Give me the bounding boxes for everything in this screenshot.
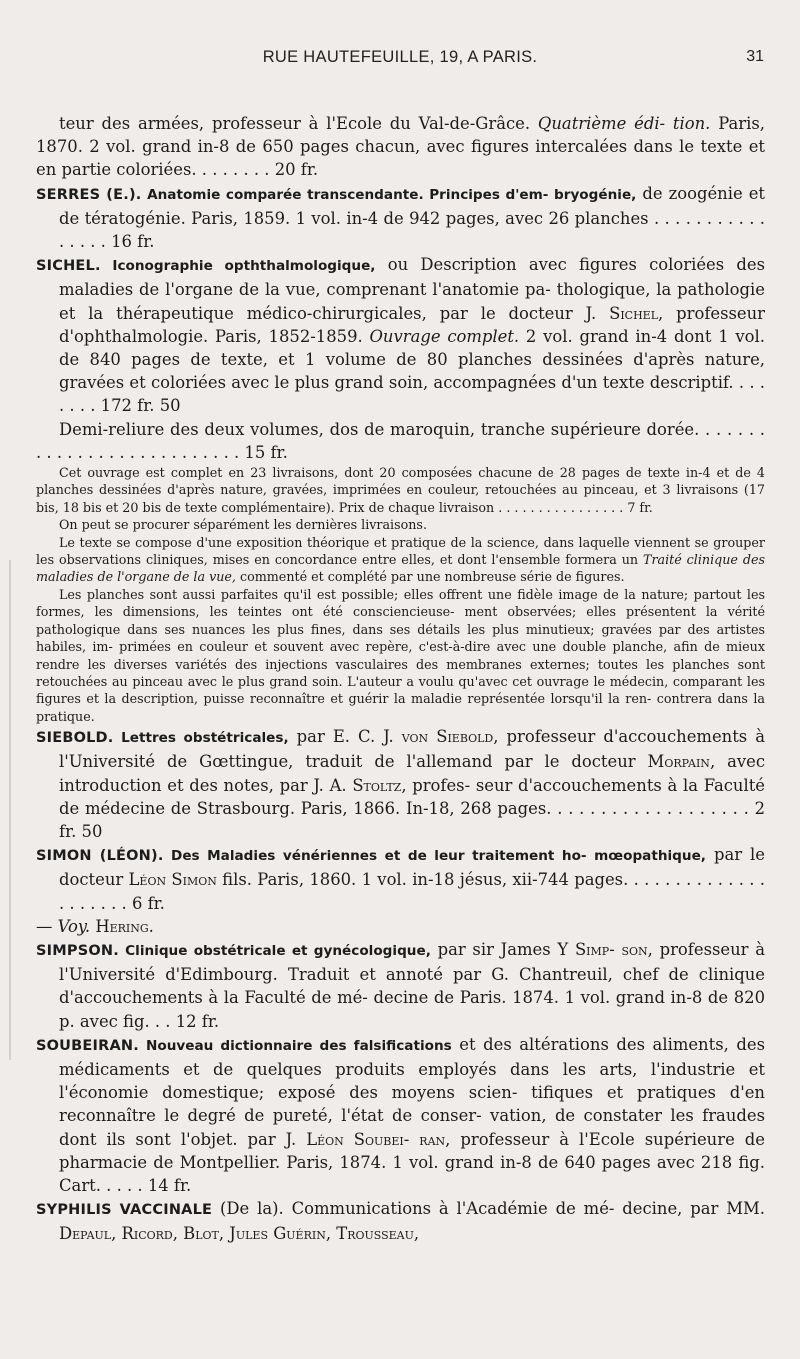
entry-text: Demi-reliure des deux volumes, dos de maroquin, tranche supérieure dorée. . . . . . . . . . . . . . . . . . . . . . . . . . . 15 fr. xyxy=(36,419,765,462)
author-names: Depaul, Ricord, Blot, Jules Guérin, Trousseau, xyxy=(59,1224,420,1244)
entry-text: Paris, 1870. 2 vol. grand in-8 de 650 pages chacun, avec figures intercalées dans le texte et en partie coloriées. . . . . . . . 20 fr. xyxy=(36,114,766,180)
work-title: Des Maladies vénériennes et de leur traitement ho- mœopathique, xyxy=(163,848,706,865)
entry-sichel-binding xyxy=(36,418,765,464)
entry-continued xyxy=(36,112,765,182)
entry-text: ou Description avec figures coloriées des maladies de l'organe de la vue, comprenant l'anatomie pa- thologique, la pathologie et la thérapeutique médico-chirurgicales, par le docteur J. xyxy=(59,255,765,323)
entry-text: , professeur à l'Ecole supérieure de pharmacie de Montpellier. Paris, 1874. 1 vol. grand in-8 de 640 pages avec 218 fig. Cart. . . . . 14 fr. xyxy=(59,1129,765,1195)
entry-text: de zoogénie et de tératogénie. Paris, 1859. 1 vol. in-4 de 942 pages, avec 26 planches . . . . . . . . . . . . . . . . 16 fr. xyxy=(59,183,766,252)
entry-text: , avec introduction et des notes, par J. A. xyxy=(59,752,765,795)
work-title: Lettres obstétricales, xyxy=(113,730,289,747)
note-paragraph: Les planches sont aussi parfaites qu'il est possible; elles offrent une fidèle image de la nature; partout les formes, les dimensions, les teintes ont été consciencieuse- ment observées; elles présentent la vérité pathologique dans ses nuances les plus fines, dans ses détails les plus minutieux; gravées par des artistes habiles, im- primées en couleur et souvent avec repère, c'est-à-dire avec une double planche, afin de mieux rendre les diverses variétés des injections vasculaires des membranes externes; toutes les planches sont retouchées au pinceau avec le plus grand soin. L'auteur a voulu qu'avec cet ouvrage le médecin, comparant les figures et la description, puisse reconnaître et guérir la maladie représentée lorsqu'il la ren- contrera dans la pratique. xyxy=(36,586,765,724)
entry-text: par le docteur xyxy=(59,845,765,890)
see-also-label: Voy. xyxy=(57,916,91,936)
entry-text: fils. Paris, 1860. 1 vol. in-18 jésus, xii-744 pages. . . . . . . . . . . . . . . . . . . . . 6 fr. xyxy=(59,870,765,913)
entry-sichel xyxy=(36,253,765,417)
running-header xyxy=(0,42,800,72)
running-title: RUE HAUTEFEUILLE, 19, A PARIS. xyxy=(262,48,538,66)
entry-text: teur des armées, professeur à l'Ecole du Val-de-Grâce. xyxy=(59,114,538,133)
entry-text: (De la). Communications à l'Académie de mé- decine, par MM. xyxy=(212,1199,765,1219)
entry-note: Ouvrage complet. xyxy=(369,326,520,346)
work-title: Clinique obstétricale et gynécologique, xyxy=(118,942,431,959)
entry-text: , professeur d'accouchements à l'Université de Gœttingue, traduit de l'allemand par le docteur xyxy=(59,727,766,772)
entry-text: par sir James Y xyxy=(430,939,575,959)
entry-edition: Quatrième édi- tion. xyxy=(537,114,711,133)
cross-reference: Hering. xyxy=(90,916,154,936)
author-name: von Siebold xyxy=(401,727,494,747)
work-title: Nouveau dictionnaire des falsifications xyxy=(138,1037,452,1054)
entry-text: , professeur à l'Université d'Edimbourg. Traduit et annoté par G. Chantreuil, chef de clinique d'accouchements à la Faculté de mé- decine de Paris. 1874. 1 vol. grand in-8 de 820 p. avec fig. . . 12 fr. xyxy=(59,939,765,1031)
entry-text: par E. C. J. xyxy=(288,727,402,747)
catalog-entries xyxy=(36,112,765,1246)
note-paragraph: On peut se procurer séparément les dernières livraisons. xyxy=(59,517,427,533)
subject-heading: SYPHILIS VACCINALE xyxy=(36,1202,213,1219)
note-paragraph: Cet ouvrage est complet en 23 livraisons, dont 20 composées chacune de 28 pages de texte in-4 et de 4 planches dessinées d'après nature, gravées, imprimées en couleur, retouchées au pinceau, et 3 livraisons (17 bis, 18 bis et 20 bis de texte complémentaire). Prix de chaque livraison . . . . . . . . . . . . . . . . 7 fr. xyxy=(36,465,765,515)
note-text: commenté et complété par une nombreuse série de figures. xyxy=(235,569,625,585)
author-heading: SIEBOLD. xyxy=(36,730,114,747)
author-name: Léon Simon xyxy=(128,870,217,890)
entry-text: 2 vol. grand in-4 dont 1 vol. de 840 pages de texte, et 1 volume de 80 planches dessinées d'après nature, gravées et coloriées avec le plus grand soin, accompagnées d'un texte descriptif. . . . . . . . 172 fr. 50 xyxy=(59,326,765,416)
entry-soubeiran xyxy=(36,1033,765,1197)
work-title: Iconographie opththalmologique, xyxy=(100,258,376,275)
editor-name: Stoltz xyxy=(352,775,402,795)
entry-serres xyxy=(36,182,765,254)
note-text: Le texte se compose d'une exposition théorique et pratique de la science, dans laquelle viennent se grouper les observations cliniques, mises en concordance entre elles, et dont l'ensemble formera un xyxy=(36,534,765,568)
translator-name: Morpain xyxy=(647,752,710,772)
page-number: 31 xyxy=(746,48,764,65)
author-heading: SERRES (E.). xyxy=(36,186,142,203)
entry-simon xyxy=(36,843,765,915)
page-edge-shadow xyxy=(9,560,11,1060)
author-heading: SICHEL. xyxy=(36,258,101,275)
entry-syphilis xyxy=(36,1197,765,1245)
note-title: Traité clinique des maladies de l'organe de la vue, xyxy=(36,552,766,585)
entry-siebold xyxy=(36,725,765,843)
entry-simon-see-also xyxy=(36,915,765,938)
entry-simpson xyxy=(36,938,765,1033)
author-heading: SOUBEIRAN. xyxy=(36,1037,139,1054)
entry-text: , profes- seur d'accouchements à la Faculté de médecine de Strasbourg. Paris, 1866. In-18, 268 pages. . . . . . . . . . . . . . . . . . . 2 fr. 50 xyxy=(59,775,765,841)
author-name: Sichel xyxy=(609,303,659,323)
dash: — xyxy=(36,916,58,936)
entry-text: , professeur d'ophthalmologie. Paris, 1852-1859. xyxy=(59,303,766,346)
note-paragraph xyxy=(36,534,765,586)
entry-text: et des altérations des aliments, des médicaments et de quelques produits employés dans les arts, l'industrie et l'économie domestique; exposé des moyens scien- tifiques et pratiques d'en reconnaître le degré de pureté, l'état de conser- vation, de constater les fraudes dont ils sont l'objet. par J. xyxy=(59,1034,765,1149)
author-heading: SIMPSON. xyxy=(36,942,119,959)
author-heading: SIMON (LÉON). xyxy=(36,848,164,865)
author-name: Léon Soubei- ran xyxy=(306,1129,446,1149)
work-title: Anatomie comparée transcendante. Principes d'em- bryogénie, xyxy=(141,186,637,203)
author-name: Simp- son xyxy=(574,939,648,959)
